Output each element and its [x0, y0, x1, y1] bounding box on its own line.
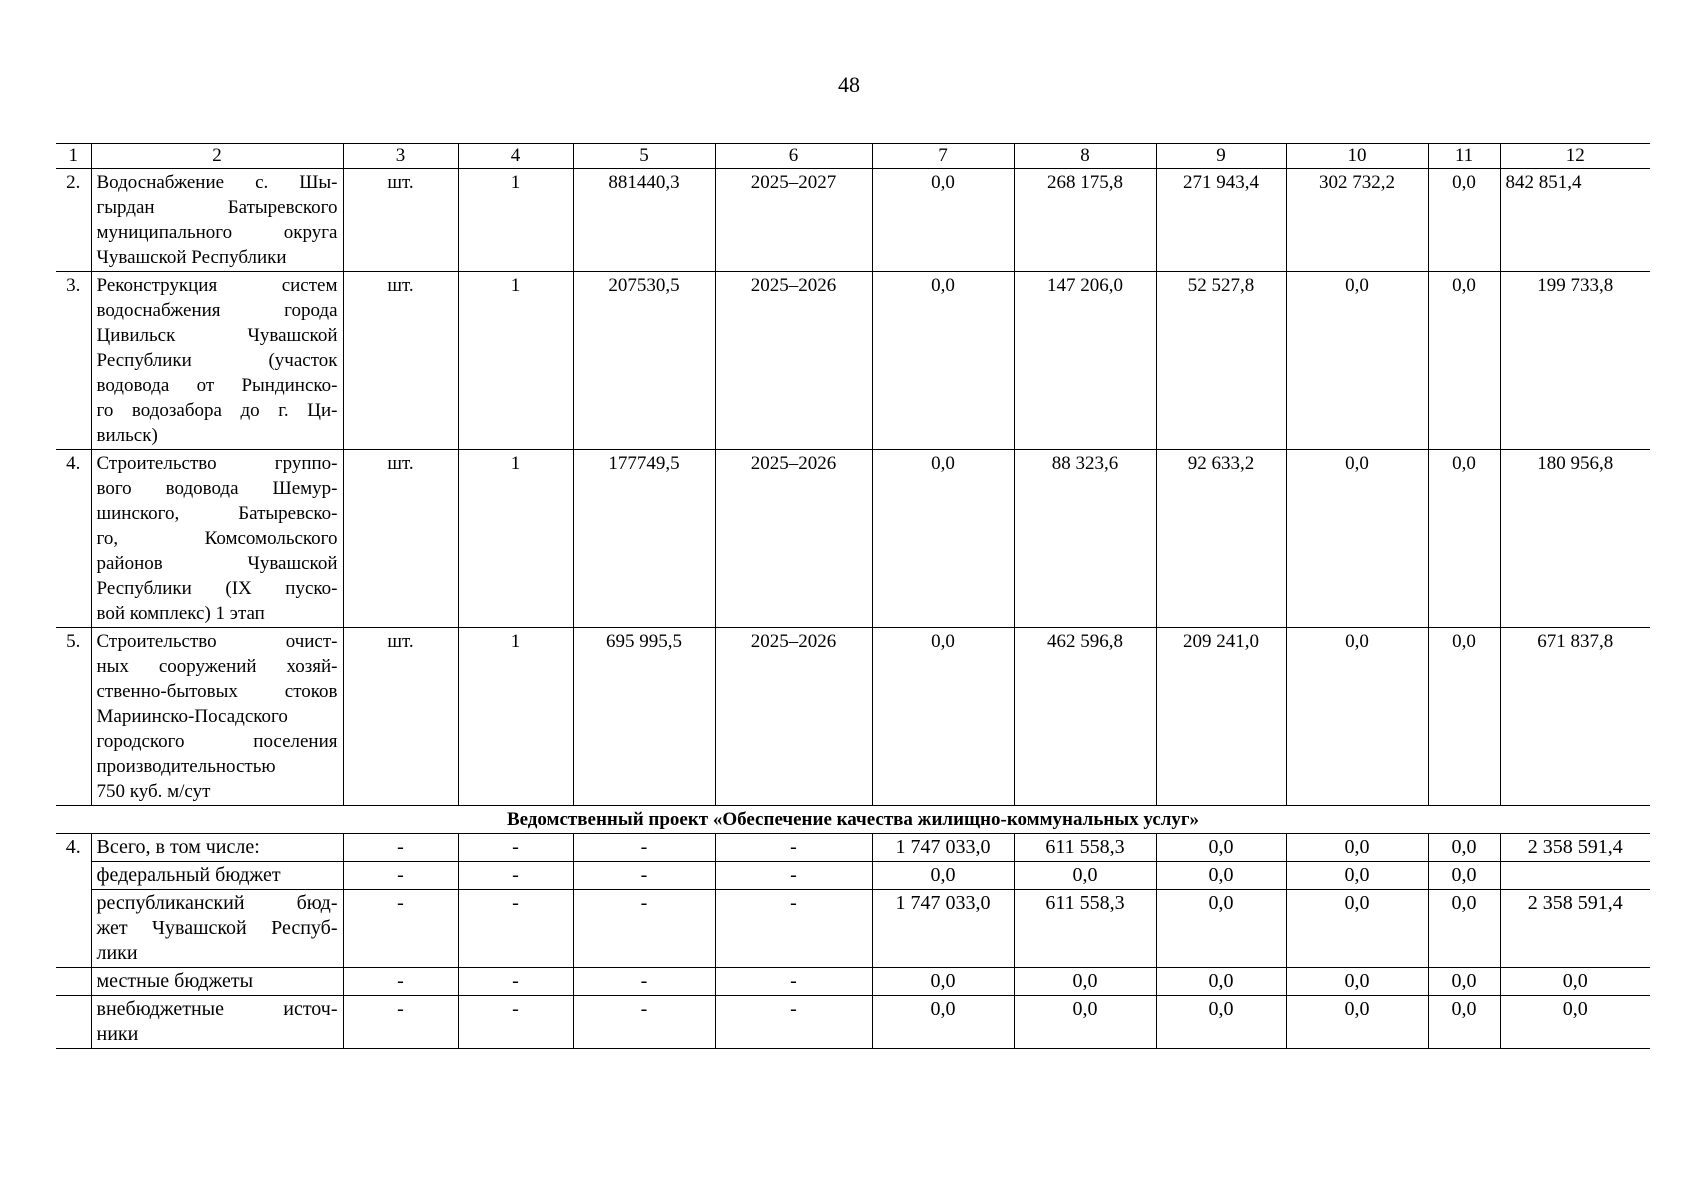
value-col5: -	[573, 996, 715, 1049]
value-col10: 0,0	[1286, 834, 1428, 862]
column-number: 12	[1500, 144, 1650, 169]
value-col3: -	[343, 968, 458, 996]
value-col9: 52 527,8	[1156, 272, 1286, 450]
row-number: 3.	[56, 272, 91, 450]
value-col8: 147 206,0	[1014, 272, 1156, 450]
value-col5: -	[573, 890, 715, 968]
quantity-cell: 1	[458, 272, 573, 450]
name-line: районов Чувашской	[96, 553, 338, 574]
name-line: гырдан Батыревского	[96, 197, 338, 218]
value-col10: 0,0	[1286, 862, 1428, 890]
name-line: внебюджетные источ-	[96, 998, 338, 1020]
unit-cell: шт.	[343, 169, 458, 272]
value-col12: 842 851,4	[1500, 169, 1650, 272]
value-col7: 0,0	[872, 996, 1014, 1049]
row-number	[56, 968, 91, 996]
name-line: вой комплекс) 1 этап	[96, 603, 265, 624]
value-col4: -	[458, 862, 573, 890]
value-col11: 0,0	[1428, 834, 1500, 862]
value-col11: 0,0	[1428, 890, 1500, 968]
value-col6: -	[715, 862, 872, 890]
name-line: жет Чувашской Респуб-	[96, 917, 338, 939]
name-line: муниципального округа	[96, 222, 338, 243]
section-title: Ведомственный проект «Обеспечение качества жилищно-коммунальных услуг»	[56, 806, 1650, 834]
quantity-cell: 1	[458, 628, 573, 806]
value-col11: 0,0	[1428, 272, 1500, 450]
summary-row	[56, 834, 1650, 862]
value-col7: 0,0	[872, 450, 1014, 628]
value-col10: 0,0	[1286, 450, 1428, 628]
cost-cell: 177749,5	[573, 450, 715, 628]
column-number: 5	[573, 144, 715, 169]
name-line: Всего, в том числе:	[96, 836, 260, 858]
value-col4: -	[458, 834, 573, 862]
object-name	[91, 450, 343, 628]
value-col7: 0,0	[872, 968, 1014, 996]
value-col9: 0,0	[1156, 890, 1286, 968]
value-col10: 0,0	[1286, 968, 1428, 996]
column-number: 8	[1014, 144, 1156, 169]
row-number: 4.	[56, 834, 91, 862]
value-col7: 0,0	[872, 862, 1014, 890]
name-line: го водозабора до г. Ци-	[96, 400, 338, 421]
row-number: 4.	[56, 450, 91, 628]
name-line: Республики (IX пуско-	[96, 578, 338, 599]
value-col12: 199 733,8	[1500, 272, 1650, 450]
budget-source	[91, 890, 343, 968]
value-col10: 0,0	[1286, 272, 1428, 450]
column-number: 11	[1428, 144, 1500, 169]
table-body	[56, 144, 1650, 1049]
value-col3: -	[343, 996, 458, 1049]
column-number: 7	[872, 144, 1014, 169]
row-number: 2.	[56, 169, 91, 272]
value-col3: -	[343, 890, 458, 968]
name-line: Чувашской Республики	[96, 247, 287, 268]
value-col11: 0,0	[1428, 968, 1500, 996]
value-col6: -	[715, 968, 872, 996]
name-line: водоснабжения города	[96, 300, 338, 321]
header-row	[56, 144, 1650, 169]
value-col11: 0,0	[1428, 450, 1500, 628]
object-name	[91, 272, 343, 450]
budget-source	[91, 834, 343, 862]
row-number	[56, 862, 91, 890]
value-col7: 0,0	[872, 272, 1014, 450]
name-line: местные бюджеты	[96, 970, 254, 992]
value-col9: 271 943,4	[1156, 169, 1286, 272]
summary-row	[56, 996, 1650, 1049]
value-col11: 0,0	[1428, 628, 1500, 806]
table-row	[56, 169, 1650, 272]
period-cell: 2025–2027	[715, 169, 872, 272]
value-col4: -	[458, 996, 573, 1049]
value-col12: 2 358 591,4	[1500, 834, 1650, 862]
object-name	[91, 169, 343, 272]
summary-row	[56, 862, 1650, 890]
table-row	[56, 450, 1650, 628]
value-col7: 0,0	[872, 628, 1014, 806]
value-col5: -	[573, 968, 715, 996]
object-name	[91, 628, 343, 806]
name-line: ственно-бытовых стоков	[96, 681, 338, 702]
unit-cell: шт.	[343, 628, 458, 806]
value-col4: -	[458, 890, 573, 968]
value-col12: 2 358 591,4	[1500, 890, 1650, 968]
value-col11: 0,0	[1428, 169, 1500, 272]
section-title-row	[56, 806, 1650, 834]
value-col9: 0,0	[1156, 862, 1286, 890]
value-col7: 0,0	[872, 169, 1014, 272]
name-line: 750 куб. м/сут	[96, 781, 211, 802]
value-col8: 0,0	[1014, 862, 1156, 890]
name-line: шинского, Батыревско-	[96, 503, 338, 524]
value-col8: 611 558,3	[1014, 834, 1156, 862]
row-number	[56, 996, 91, 1049]
value-col8: 462 596,8	[1014, 628, 1156, 806]
table-row	[56, 628, 1650, 806]
value-col7: 1 747 033,0	[872, 890, 1014, 968]
name-line: водовода от Рындинско-	[96, 375, 338, 396]
value-col11: 0,0	[1428, 862, 1500, 890]
name-line: ники	[96, 1023, 139, 1045]
value-col9: 92 633,2	[1156, 450, 1286, 628]
summary-row	[56, 890, 1650, 968]
name-line: городского поселения	[96, 731, 338, 752]
name-line: Реконструкция систем	[96, 275, 338, 296]
value-col8: 0,0	[1014, 968, 1156, 996]
period-cell: 2025–2026	[715, 272, 872, 450]
value-col8: 0,0	[1014, 996, 1156, 1049]
value-col6: -	[715, 890, 872, 968]
value-col12: 671 837,8	[1500, 628, 1650, 806]
value-col12	[1500, 862, 1650, 890]
name-line: вильск)	[96, 425, 158, 446]
value-col3: -	[343, 862, 458, 890]
value-col7: 1 747 033,0	[872, 834, 1014, 862]
column-number: 1	[56, 144, 91, 169]
budget-source	[91, 862, 343, 890]
value-col9: 0,0	[1156, 968, 1286, 996]
value-col5: -	[573, 862, 715, 890]
value-col5: -	[573, 834, 715, 862]
value-col10: 0,0	[1286, 628, 1428, 806]
name-line: Строительство очист-	[96, 631, 338, 652]
column-number: 10	[1286, 144, 1428, 169]
name-line: лики	[96, 942, 138, 964]
value-col9: 0,0	[1156, 834, 1286, 862]
period-cell: 2025–2026	[715, 628, 872, 806]
value-col3: -	[343, 834, 458, 862]
name-line: Цивильск Чувашской	[96, 325, 338, 346]
page-number: 48	[838, 72, 860, 97]
value-col8: 611 558,3	[1014, 890, 1156, 968]
row-number: 5.	[56, 628, 91, 806]
unit-cell: шт.	[343, 272, 458, 450]
column-number: 9	[1156, 144, 1286, 169]
column-number: 4	[458, 144, 573, 169]
value-col10: 302 732,2	[1286, 169, 1428, 272]
name-line: Республики (участок	[96, 350, 338, 371]
budget-source	[91, 996, 343, 1049]
name-line: Строительство группо-	[96, 453, 338, 474]
value-col12: 0,0	[1500, 996, 1650, 1049]
value-col4: -	[458, 968, 573, 996]
value-col10: 0,0	[1286, 996, 1428, 1049]
cost-cell: 207530,5	[573, 272, 715, 450]
value-col10: 0,0	[1286, 890, 1428, 968]
name-line: республиканский бюд-	[96, 892, 338, 914]
row-number	[56, 890, 91, 968]
value-col6: -	[715, 996, 872, 1049]
cost-cell: 881440,3	[573, 169, 715, 272]
column-number: 2	[91, 144, 343, 169]
period-cell: 2025–2026	[715, 450, 872, 628]
value-col6: -	[715, 834, 872, 862]
value-col11: 0,0	[1428, 996, 1500, 1049]
value-col9: 209 241,0	[1156, 628, 1286, 806]
value-col12: 0,0	[1500, 968, 1650, 996]
quantity-cell: 1	[458, 450, 573, 628]
funding-table	[56, 143, 1650, 1049]
quantity-cell: 1	[458, 169, 573, 272]
value-col8: 268 175,8	[1014, 169, 1156, 272]
column-number: 6	[715, 144, 872, 169]
table-row	[56, 272, 1650, 450]
name-line: федеральный бюджет	[96, 864, 281, 886]
summary-row	[56, 968, 1650, 996]
name-line: Водоснабжение с. Шы-	[96, 172, 338, 193]
value-col9: 0,0	[1156, 996, 1286, 1049]
cost-cell: 695 995,5	[573, 628, 715, 806]
name-line: вого водовода Шемур-	[96, 478, 338, 499]
name-line: го, Комсомольского	[96, 528, 338, 549]
value-col8: 88 323,6	[1014, 450, 1156, 628]
name-line: Мариинско-Посадского	[96, 706, 288, 727]
budget-source	[91, 968, 343, 996]
unit-cell: шт.	[343, 450, 458, 628]
name-line: производительностью	[96, 756, 276, 777]
value-col12: 180 956,8	[1500, 450, 1650, 628]
name-line: ных сооружений хозяй-	[96, 656, 338, 677]
column-number: 3	[343, 144, 458, 169]
